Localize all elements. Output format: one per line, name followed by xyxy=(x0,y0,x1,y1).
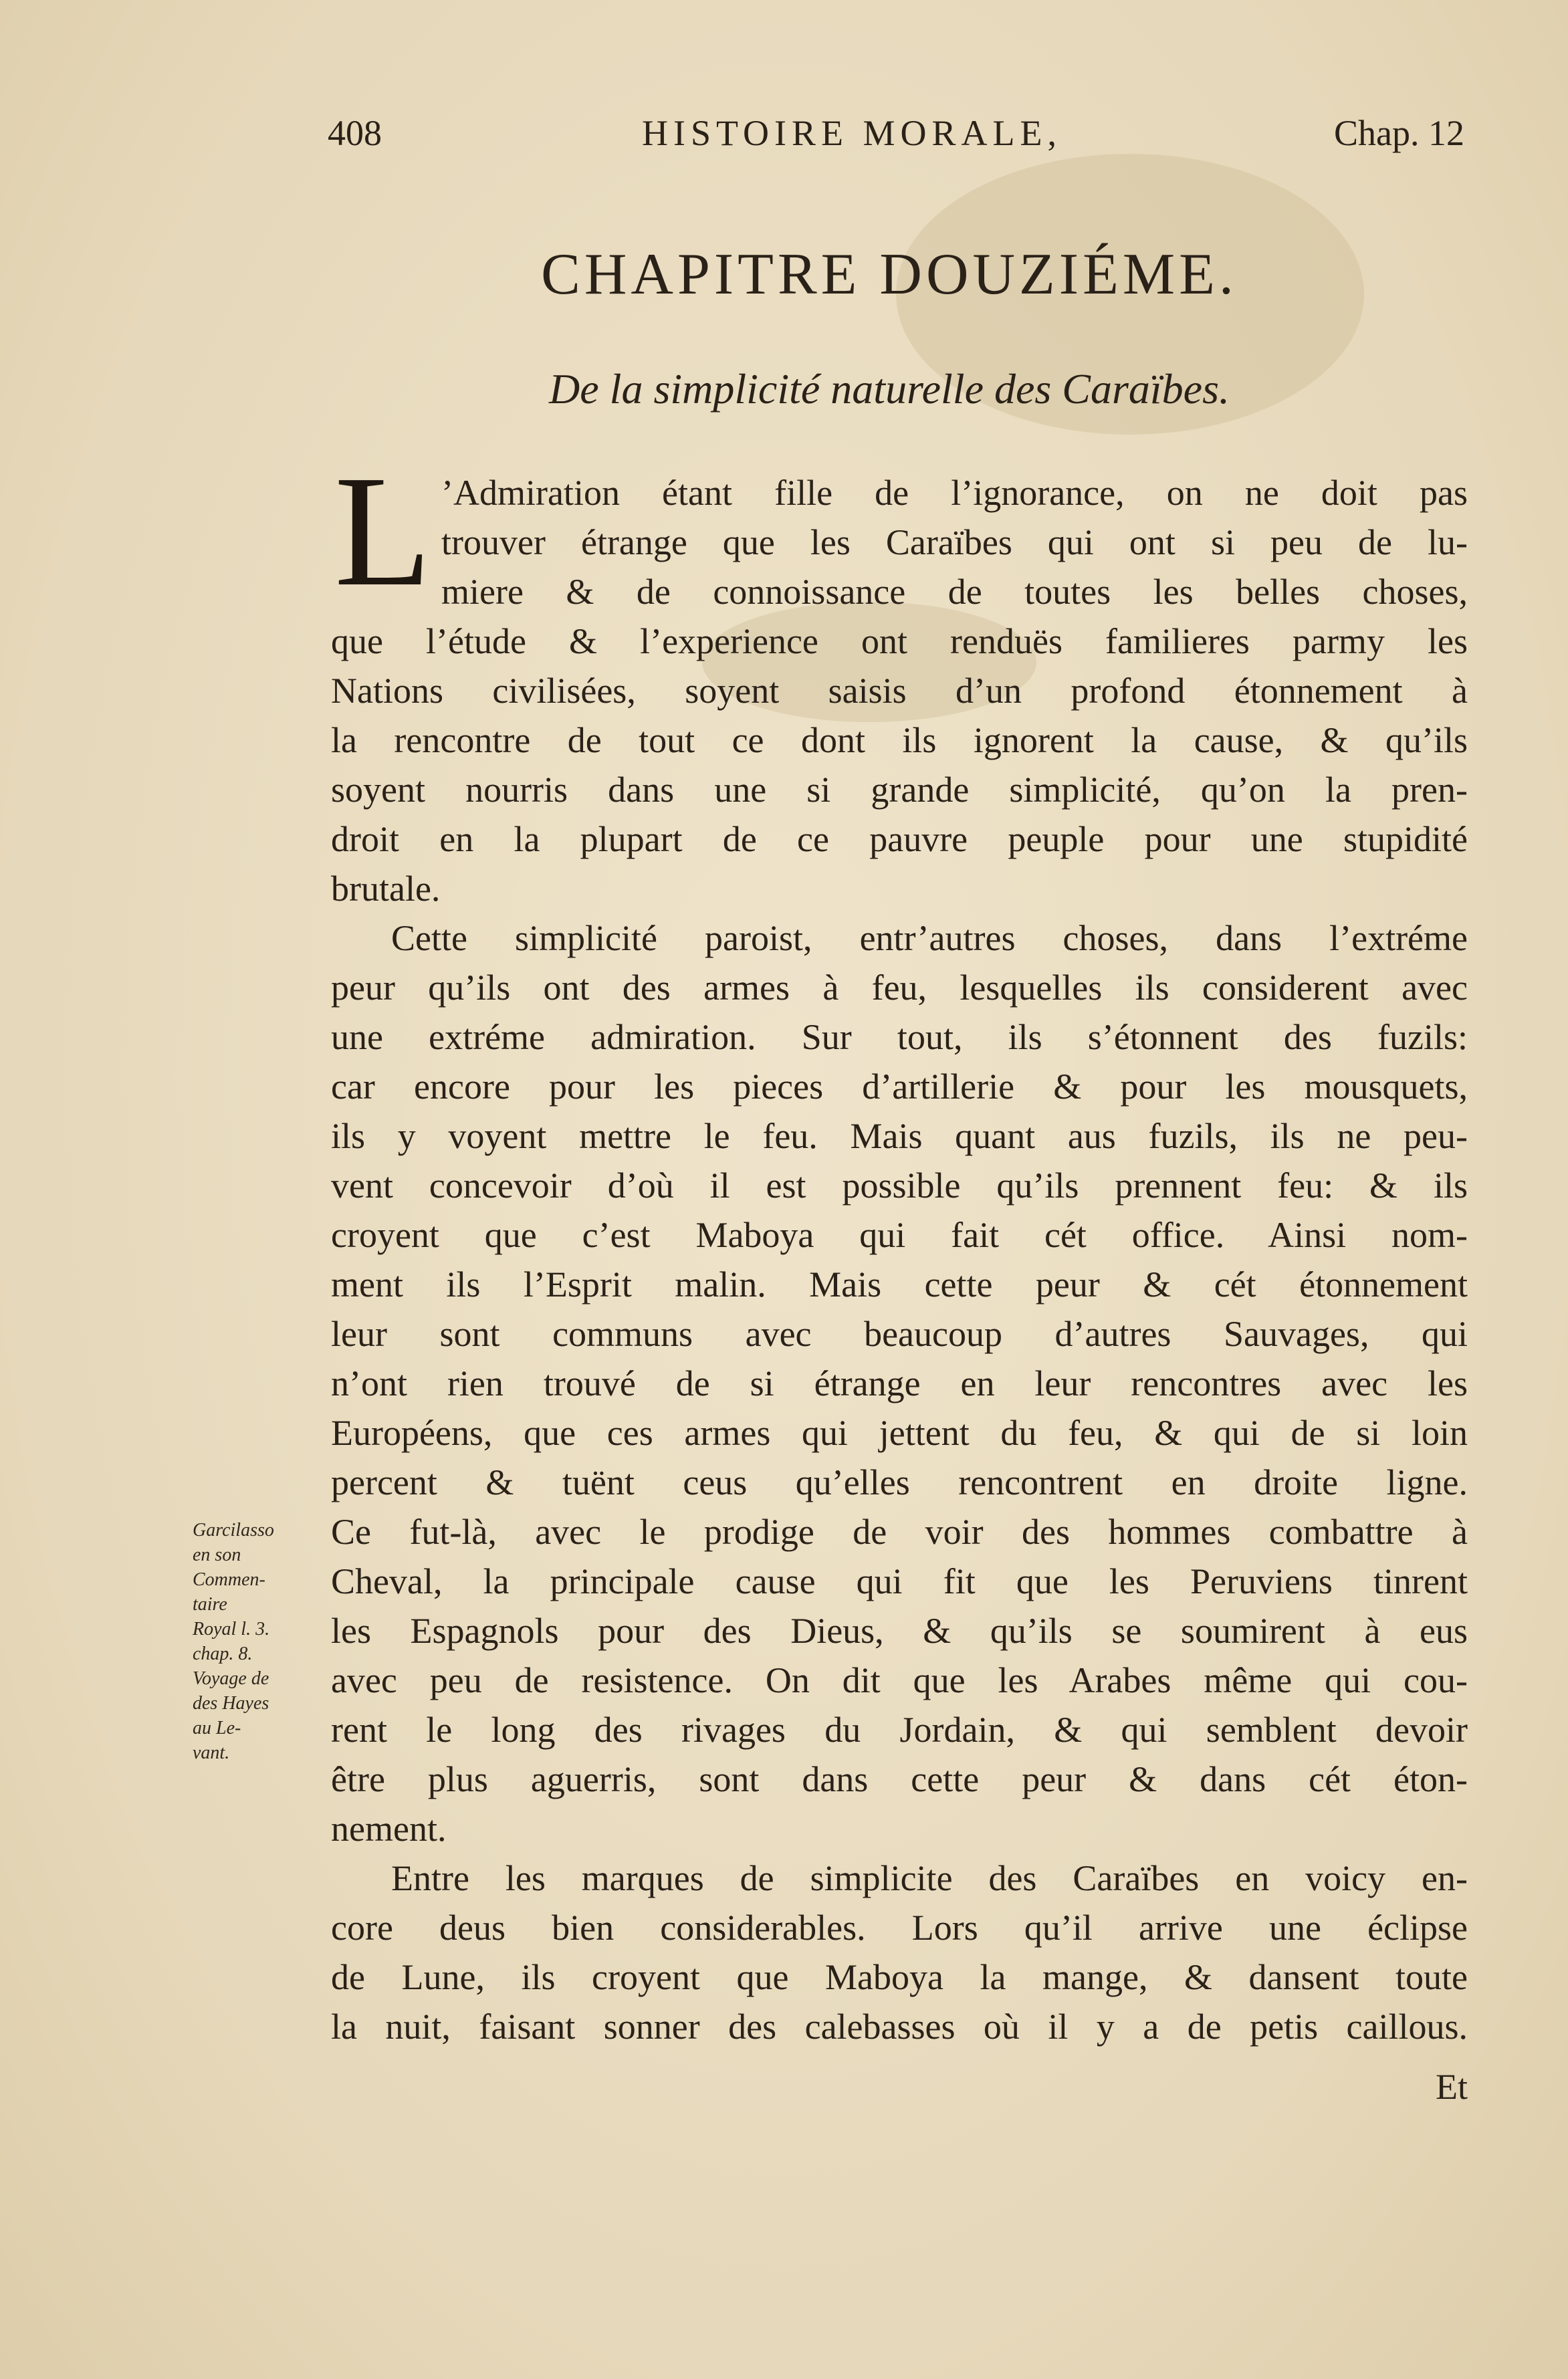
catchword: Et xyxy=(1436,2067,1468,2107)
margin-note-line: chap. 8. xyxy=(193,1644,253,1664)
chapter-title: CHAPITRE DOUZIÉME. xyxy=(541,242,1238,307)
chapter-subtitle: De la simplicité naturelle des Caraïbes. xyxy=(549,365,1230,413)
text-line: Ce fut-là, avec le prodige de voir des hommes combattre à xyxy=(331,1512,1468,1552)
margin-note-line: des Hayes xyxy=(193,1693,269,1714)
margin-note-line: Voyage de xyxy=(193,1668,269,1689)
margin-note-line: Commen- xyxy=(193,1569,265,1590)
text-line: trouver étrange que les Caraïbes qui ont si peu de lu- xyxy=(441,522,1468,562)
text-line: car encore pour les pieces d’artillerie & pour les mousquets, xyxy=(331,1066,1468,1107)
text-line: vent concevoir d’où il est possible qu’ils prennent feu: & ils xyxy=(331,1165,1468,1206)
text-line: percent & tuënt ceus qu’elles rencontrent en droite ligne. xyxy=(331,1462,1468,1502)
text-line: leur sont communs avec beaucoup d’autres Sauvages, qui xyxy=(331,1314,1468,1354)
text-line: Entre les marques de simplicite des Caraïbes en voicy en- xyxy=(391,1858,1468,1898)
chapter-reference: Chap. 12 xyxy=(1334,113,1464,153)
margin-note-line: au Le- xyxy=(193,1718,241,1738)
text-line: Cheval, la principale cause qui fit que les Peruviens tinrent xyxy=(331,1561,1468,1601)
margin-notes xyxy=(193,1518,330,1765)
text-line: nement. xyxy=(331,1809,447,1849)
text-line: droit en la plupart de ce pauvre peuple pour une stupidité xyxy=(331,819,1468,859)
margin-note-line: Royal l. 3. xyxy=(193,1619,270,1639)
margin-note-line: en son xyxy=(193,1545,241,1565)
text-line: peur qu’ils ont des armes à feu, lesquelles ils considerent avec xyxy=(331,968,1468,1008)
text-line: que l’étude & l’experience ont renduës familieres parmy les xyxy=(331,621,1468,661)
drop-capital: L xyxy=(334,443,432,619)
margin-note-line: vant. xyxy=(193,1742,230,1763)
margin-note-line: taire xyxy=(193,1594,227,1615)
running-title: HISTOIRE MORALE, xyxy=(642,113,1062,153)
page-number: 408 xyxy=(328,113,382,153)
text-line: croyent que c’est Maboya qui fait cét office. Ainsi nom- xyxy=(331,1215,1468,1255)
text-line: Européens, que ces armes qui jettent du feu, & qui de si loin xyxy=(331,1413,1468,1453)
running-header xyxy=(328,112,1464,159)
text-line: la nuit, faisant sonner des calebasses où il y a de petis caillous. xyxy=(331,2007,1468,2047)
text-line: Cette simplicité paroist, entr’autres choses, dans l’extréme xyxy=(391,918,1468,958)
text-line: n’ont rien trouvé de si étrange en leur rencontres avec les xyxy=(331,1363,1468,1403)
text-line: rent le long des rivages du Jordain, & qui semblent devoir xyxy=(331,1710,1468,1750)
text-line: ment ils l’Esprit malin. Mais cette peur & cét étonnement xyxy=(331,1264,1468,1305)
text-line: ils y voyent mettre le feu. Mais quant aus fuzils, ils ne peu- xyxy=(331,1116,1468,1156)
text-line: la rencontre de tout ce dont ils ignorent la cause, & qu’ils xyxy=(331,720,1468,760)
text-line: les Espagnols pour des Dieus, & qu’ils se soumirent à eus xyxy=(331,1611,1468,1651)
text-line: miere & de connoissance de toutes les belles choses, xyxy=(441,572,1468,612)
text-line: brutale. xyxy=(331,869,441,909)
margin-note-line: Garcilasso xyxy=(193,1520,274,1541)
text-line: avec peu de resistence. On dit que les Arabes même qui cou- xyxy=(331,1660,1468,1700)
body-text xyxy=(331,443,1468,2051)
text-line: être plus aguerris, sont dans cette peur & dans cét éton- xyxy=(331,1759,1468,1799)
text-line: une extréme admiration. Sur tout, ils s’étonnent des fuzils: xyxy=(331,1017,1468,1057)
text-line: de Lune, ils croyent que Maboya la mange, & dansent toute xyxy=(331,1957,1468,1997)
text-line: core deus bien considerables. Lors qu’il arrive une éclipse xyxy=(331,1908,1468,1948)
text-line: soyent nourris dans une si grande simplicité, qu’on la pren- xyxy=(331,770,1468,810)
text-line: ’Admiration étant fille de l’ignorance, on ne doit pas xyxy=(441,473,1468,513)
text-line: Nations civilisées, soyent saisis d’un profond étonnement à xyxy=(331,671,1468,711)
